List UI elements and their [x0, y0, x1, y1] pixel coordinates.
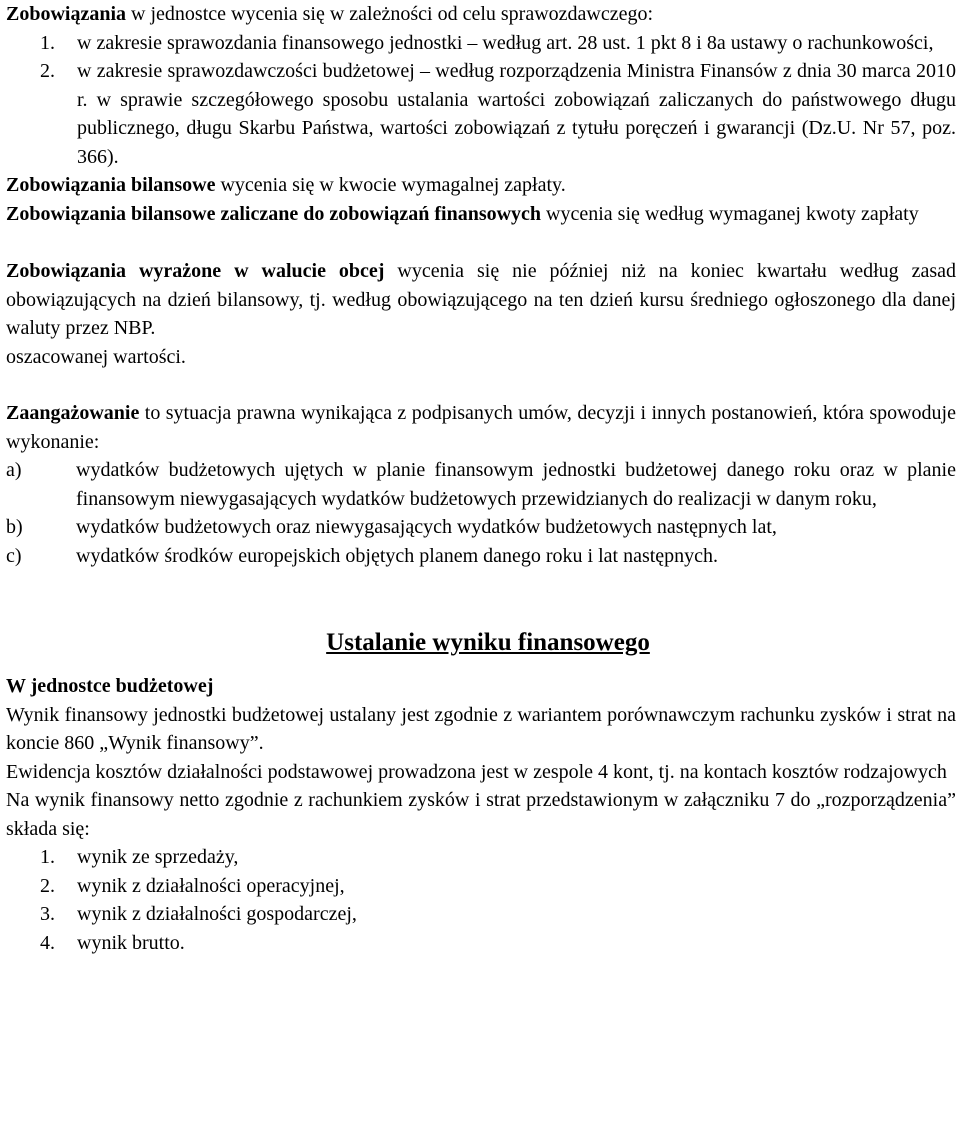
spacer [6, 228, 956, 257]
section-list [6, 843, 956, 957]
waluta-extra-line: oszacowanej wartości. [6, 345, 186, 368]
list-item [6, 843, 956, 872]
section-paragraph-1: Wynik finansowy jednostki budżetowej ustalany jest zgodnie z wariantem porównawczym rachunku zysków i strat na koncie 860 „Wynik finansowy”. [6, 703, 956, 754]
zaangazowanie-list [6, 456, 956, 570]
section-subheading: W jednostce budżetowej [6, 675, 214, 697]
intro-paragraph [6, 0, 956, 29]
waluta-text: wycenia się nie później niż na koniec kwartału według zasad obowiązujących na dzień bilansowy, tj. według obowiązującego na ten dzień kursu średniego ogłoszonego dla danej waluty przez NBP. [6, 260, 957, 339]
section-paragraph-3: Na wynik finansowy netto zgodnie z rachunkiem zysków i strat przedstawionym w załączniku 7 do „rozporządzenia” składa się: [6, 789, 956, 840]
list-item-text: wynik ze sprzedaży, [77, 846, 239, 868]
list-item [6, 929, 956, 958]
list-item-text: wydatków środków europejskich objętych planem danego roku i lat następnych. [76, 544, 719, 567]
list-item [6, 513, 956, 542]
list-item [6, 900, 956, 929]
bilansowe-paragraph [6, 171, 956, 200]
list-item [6, 542, 956, 571]
section-paragraph-2: Ewidencja kosztów działalności podstawowej prowadzona jest w zespole 4 kont, tj. na kontach kosztów rodzajowych [6, 760, 947, 783]
list-item-text: wydatków budżetowych ujętych w planie finansowym jednostki budżetowej danego roku oraz w planie finansowym niewygasających wydatków budżetowych przewidzianych do realizacji w danym roku, [76, 459, 956, 510]
list-marker: 1. [40, 31, 55, 54]
bilansowe-text: wycenia się w kwocie wymagalnej zapłaty. [215, 174, 566, 196]
list-item [6, 57, 956, 171]
list-item-text: wynik brutto. [77, 931, 185, 954]
section-title [6, 626, 956, 660]
spacer [6, 570, 956, 626]
section-title-text: Ustalanie wyniku finansowego [326, 629, 650, 656]
list-item [6, 872, 956, 901]
waluta-bold-term: Zobowiązania wyrażone w walucie obcej [6, 260, 385, 282]
finansowe-bold-term: Zobowiązania bilansowe zaliczane do zobowiązań finansowych [6, 202, 542, 225]
zaangazowanie-paragraph [6, 399, 956, 456]
list-item-text: w zakresie sprawozdawczości budżetowej – według rozporządzenia Ministra Finansów z dnia 30 marca 2010 r. w sprawie szczegółowego sposobu ustalania wartości zobowiązań zaliczanych do państwowego długu publicznego, długu Skarbu Państwa, wartości zobowiązań z tytułu poręczeń i gwarancji (Dz.U. Nr 57, poz. 366). [77, 60, 956, 168]
zaangazowanie-text: to sytuacja prawna wynikająca z podpisanych umów, decyzji i innych postanowień, która spowoduje wykonanie: [6, 402, 956, 453]
list-marker: a) [6, 459, 22, 481]
list-item [6, 456, 956, 513]
list-item-text: wydatków budżetowych oraz niewygasających wydatków budżetowych następnych lat, [76, 516, 777, 538]
list-marker: 3. [40, 903, 55, 925]
intro-list [6, 29, 956, 172]
list-marker: 1. [40, 846, 55, 868]
list-marker: 2. [40, 60, 55, 82]
finansowe-paragraph [6, 200, 956, 229]
list-item-text: wynik z działalności operacyjnej, [77, 874, 345, 897]
finansowe-text: wycenia się według wymaganej kwoty zapłaty [541, 202, 919, 225]
list-item-text: wynik z działalności gospodarczej, [77, 903, 357, 925]
zaangazowanie-bold-term: Zaangażowanie [6, 402, 140, 424]
bilansowe-bold-term: Zobowiązania bilansowe [6, 174, 216, 196]
list-item-text: w zakresie sprawozdania finansowego jednostki – według art. 28 ust. 1 pkt 8 i 8a ustawy o rachunkowości, [77, 31, 934, 54]
list-item [6, 29, 956, 58]
list-marker: b) [6, 516, 23, 538]
list-marker: 2. [40, 874, 55, 897]
list-marker: c) [6, 544, 22, 567]
spacer [6, 371, 956, 399]
list-marker: 4. [40, 931, 55, 954]
waluta-paragraph [6, 257, 956, 343]
intro-text: w jednostce wycenia się w zależności od celu sprawozdawczego: [126, 3, 654, 25]
intro-bold-term: Zobowiązania [6, 3, 127, 25]
